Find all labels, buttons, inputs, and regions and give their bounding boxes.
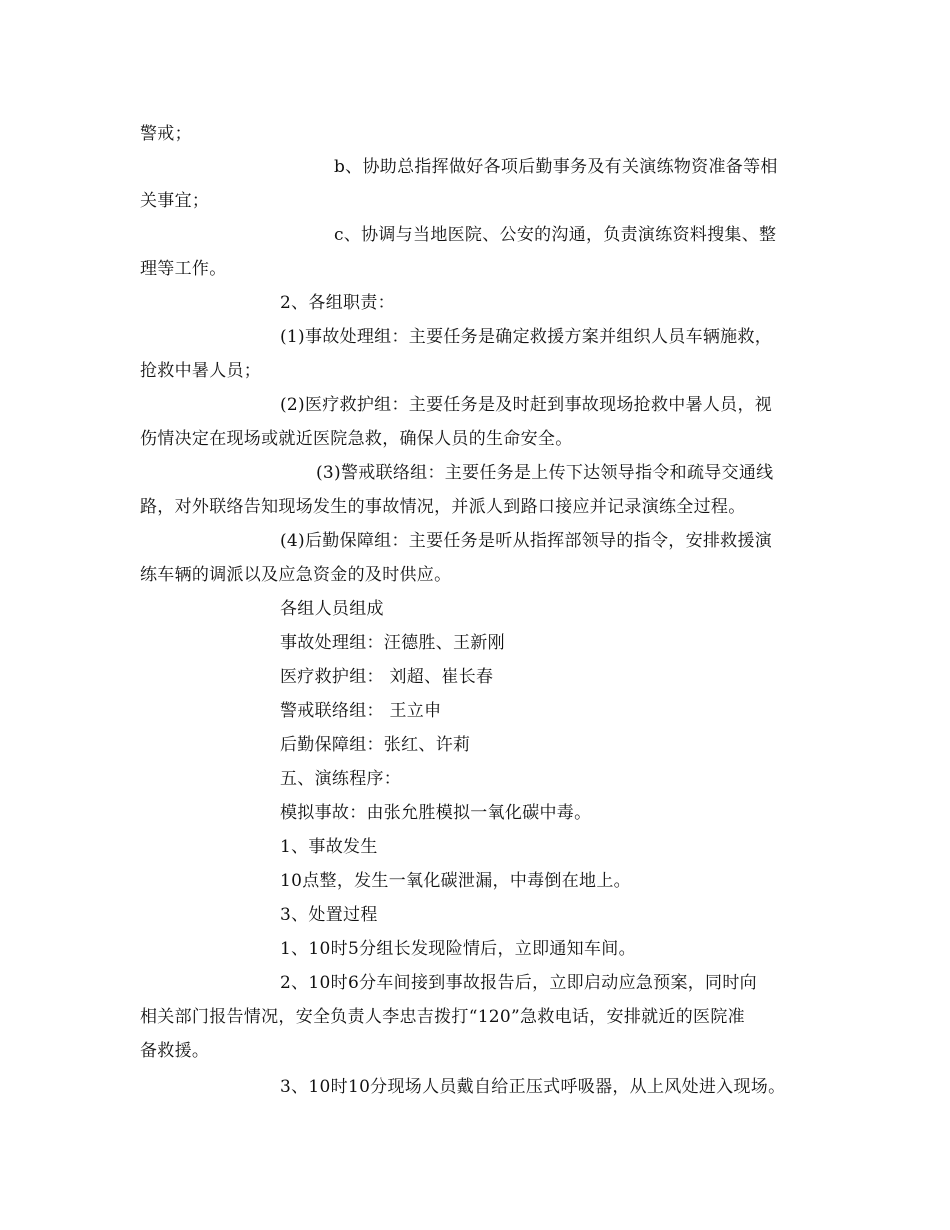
text-line: (2)医疗救护组：主要任务是及时赶到事故现场抢救中暑人员，视 <box>280 395 773 415</box>
text-line: 理等工作。 <box>140 259 227 279</box>
text-line: 备救援。 <box>140 1041 210 1061</box>
text-line: 模拟事故：由张允胜模拟一氧化碳中毒。 <box>280 803 592 823</box>
text-line: 路，对外联络告知现场发生的事故情况，并派人到路口接应并记录演练全过程。 <box>140 497 746 517</box>
text-line: (4)后勤保障组：主要任务是听从指挥部领导的指令，安排救援演 <box>280 531 773 551</box>
text-line: 五、演练程序： <box>280 769 402 789</box>
text-line: 1、10时5分组长发现险情后，立即通知车间。 <box>280 939 636 959</box>
text-line: 伤情决定在现场或就近医院急救，确保人员的生命安全。 <box>140 429 573 449</box>
text-line: 警戒联络组： 王立申 <box>280 701 442 721</box>
text-line: 3、处置过程 <box>280 905 378 925</box>
text-line: b、协助总指挥做好各项后勤事务及有关演练物资准备等相 <box>334 157 778 177</box>
text-line: 抢救中暑人员； <box>140 361 262 381</box>
text-line: (3)警戒联络组：主要任务是上传下达领导指令和疏导交通线 <box>316 463 774 483</box>
text-line: 事故处理组：汪德胜、王新刚 <box>280 633 505 653</box>
text-line: 关事宜； <box>140 191 210 211</box>
text-line: 练车辆的调派以及应急资金的及时供应。 <box>140 565 452 585</box>
text-line: 各组人员组成 <box>280 599 384 619</box>
text-line: 2、各组职责： <box>280 293 395 313</box>
text-line: 3、10时10分现场人员戴自给正压式呼吸器，从上风处进入现场。 <box>280 1077 786 1097</box>
text-line: 医疗救护组： 刘超、崔长春 <box>280 667 494 687</box>
text-line: (1)事故处理组：主要任务是确定救援方案并组织人员车辆施救， <box>280 327 773 347</box>
text-line: 警戒； <box>140 124 192 144</box>
text-line: 10点整，发生一氧化碳泄漏，中毒倒在地上。 <box>280 871 631 891</box>
text-line: 后勤保障组：张红、许莉 <box>280 735 471 755</box>
text-line: 1、事故发生 <box>280 837 378 857</box>
text-line: 2、10时6分车间接到事故报告后，立即启动应急预案，同时向 <box>280 973 757 993</box>
text-line: 相关部门报告情况，安全负责人李忠吉拨打“120”急救电话，安排就近的医院准 <box>140 1007 745 1027</box>
text-line: c、协调与当地医院、公安的沟通，负责演练资料搜集、整 <box>334 225 777 245</box>
